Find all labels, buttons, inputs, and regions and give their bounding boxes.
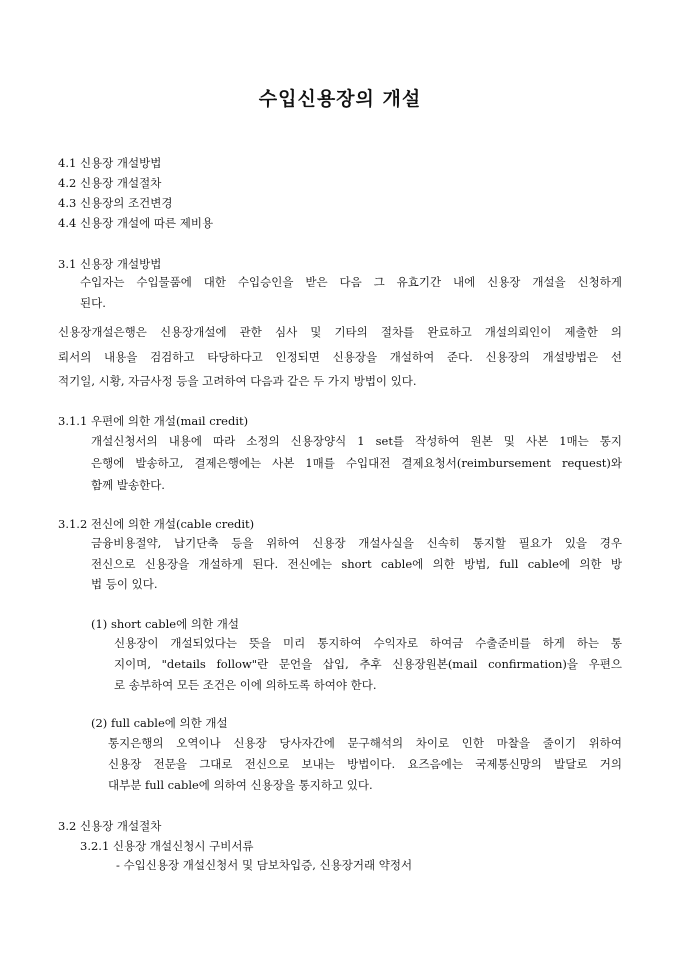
full-cable-line: 통지은행의 오역이나 신용장 당사자간에 문구해석의 차이로 인한 마찰을 줄이기 위하여 bbox=[108, 736, 622, 750]
short-cable-line: 지이며, "details follow"란 문언을 삽입, 추후 신용장원본(mail confirmation)을 우편으 bbox=[114, 657, 622, 671]
section-3-1-1-line: 은행에 발송하고, 결제은행에는 사본 1매를 수입대전 결제요청서(reimbursement request)와 bbox=[91, 456, 622, 470]
short-cable-line: 신용장이 개설되었다는 뜻을 미리 통지하여 수익자로 하여금 수출준비를 하게 하는 통 bbox=[114, 636, 622, 650]
section-3-1-heading: 3.1 신용장 개설방법 bbox=[58, 257, 162, 271]
toc-item-4-3: 4.3 신용장의 조건변경 bbox=[58, 196, 173, 210]
section-3-1-1-line: 개설신청서의 내용에 따라 소정의 신용장양식 1 set를 작성하여 원본 및 사본 1매는 통지 bbox=[91, 434, 622, 448]
toc-item-4-4: 4.4 신용장 개설에 따른 제비용 bbox=[58, 216, 214, 230]
section-3-1-para1-line: 수입자는 수입물품에 대한 수입승인을 받은 다음 그 유효기간 내에 신용장 개설을 신청하게 bbox=[80, 275, 622, 289]
section-3-1-para1-line: 된다. bbox=[80, 296, 106, 310]
section-3-1-1-line: 함께 발송한다. bbox=[91, 478, 165, 492]
section-3-1-1-heading: 3.1.1 우편에 의한 개설(mail credit) bbox=[58, 414, 249, 428]
full-cable-line: 대부분 full cable에 의하여 신용장을 통지하고 있다. bbox=[108, 778, 373, 792]
full-cable-line: 신용장 전문을 그대로 전신으로 보내는 방법이다. 요즈음에는 국제통신망의 발달로 거의 bbox=[108, 757, 622, 771]
section-3-1-para2-line: 뢰서의 내용을 검검하고 타당하다고 인정되면 신용장을 개설하여 준다. 신용장의 개설방법은 선 bbox=[58, 350, 622, 364]
page-title: 수입신용장의 개설 bbox=[258, 88, 422, 110]
section-3-2-1-heading: 3.2.1 신용장 개설신청시 구비서류 bbox=[80, 839, 254, 853]
section-3-2-heading: 3.2 신용장 개설절차 bbox=[58, 819, 162, 833]
toc-item-4-1: 4.1 신용장 개설방법 bbox=[58, 156, 162, 170]
full-cable-heading: (2) full cable에 의한 개설 bbox=[91, 716, 228, 730]
section-3-1-2-line: 전신으로 신용장을 개설하게 된다. 전신에는 short cable에 의한 방법, full cable에 의한 방 bbox=[91, 557, 622, 571]
short-cable-heading: (1) short cable에 의한 개설 bbox=[91, 617, 239, 631]
section-3-1-2-heading: 3.1.2 전신에 의한 개설(cable credit) bbox=[58, 517, 255, 531]
section-3-1-para2-line: 신용장개설은행은 신용장개설에 관한 심사 및 기타의 절차를 완료하고 개설의뢰인이 제출한 의 bbox=[58, 325, 622, 339]
section-3-1-2-line: 금융비용절약, 납기단축 등을 위하여 신용장 개설사실을 신속히 통지할 필요가 있을 경우 bbox=[91, 536, 622, 550]
toc-item-4-2: 4.2 신용장 개설절차 bbox=[58, 176, 162, 190]
section-3-1-2-line: 법 등이 있다. bbox=[91, 577, 158, 591]
short-cable-line: 로 송부하여 모든 조건은 이에 의하도록 하여야 한다. bbox=[114, 678, 377, 692]
document-list-item: - 수입신용장 개설신청서 및 담보차입증, 신용장거래 약정서 bbox=[116, 858, 413, 872]
section-3-1-para2-line: 적기일, 시황, 자금사정 등을 고려하여 다음과 같은 두 가지 방법이 있다. bbox=[58, 374, 417, 388]
